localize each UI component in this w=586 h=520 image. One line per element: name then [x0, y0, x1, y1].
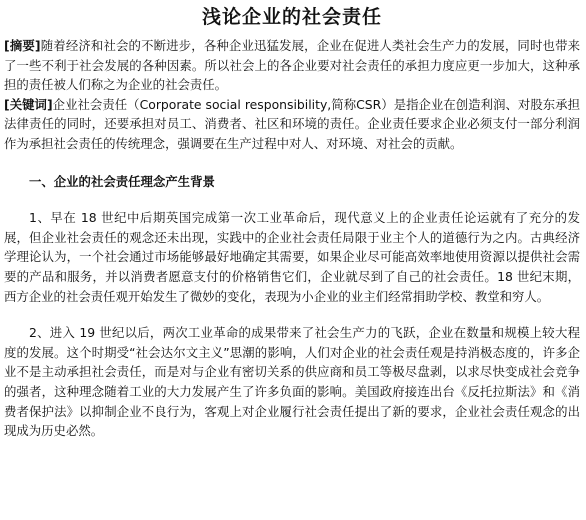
section-heading: 一、企业的社会责任理念产生背景	[29, 173, 215, 189]
spacer	[4, 191, 580, 208]
keywords-text: 企业社会责任（Corporate social responsibility,简称CSR）是指企业在创造利润、对股东承担法律责任的同时，还要承担对员工、消费者、社区和环境的责任。企业责任要求企业必须支付一部分利润作为承担社会责任的传统理念，强调要在生产过程中对人、对环境、对社会的贡献。	[4, 96, 580, 151]
abstract-label: [摘要]	[4, 38, 41, 53]
body-paragraph-1: 1、早在 18 世纪中后期英国完成第一次工业革命后，现代意义上的企业责任论运就有了充分的发展，但企业社会责任的观念还未出现，实践中的企业社会责任局限于业主个人的道德行为之内。古典经济学理论认为，一个社会通过市场能够最好地确定其需要，如果企业尽可能高效率地使用资源以提供社会需要的产品和服务，并以消费者愿意支付的价格销售它们，企业就尽到了自己的社会责任。18 世纪末期，西方企业的社会责任观开始发生了微妙的变化，表现为小企业的业主们经常捐助学校、教堂和穷人。	[4, 210, 580, 304]
spacer	[4, 306, 580, 323]
abstract-text: 随着经济和社会的不断进步，各种企业迅猛发展，企业在促进人类社会生产力的发展，同时也带来了一些不利于社会发展的各种因素。所以社会上的各企业要对社会责任的承担力度应更一步加大，这种承担的责任被人们称之为企业的社会责任。	[4, 38, 581, 93]
article-title: 浅论企业的社会责任	[201, 6, 382, 28]
keywords-paragraph	[4, 95, 580, 154]
abstract-paragraph	[4, 36, 580, 95]
body-paragraph-2: 2、进入 19 世纪以后，两次工业革命的成果带来了社会生产力的飞跃，企业在数量和规模上较大程度的发展。这个时期受“社会达尔文主义”思潮的影响，人们对企业的社会责任观是持消极态度的，许多企业不是主动承担社会责任，而是对与企业有密切关系的供应商和员工等极尽盘剥，以求尽快变成社会竞争的强者，这种理念随着工业的大力发展产生了许多负面的影响。美国政府接连出台《反托拉斯法》和《消费者保护法》以抑制企业不良行为，客观上对企业履行社会责任提出了新的要求，企业社会责任观念的出现成为历史必然。	[4, 325, 580, 439]
spacer	[4, 154, 580, 172]
keywords-label: [关键词]	[4, 96, 53, 112]
